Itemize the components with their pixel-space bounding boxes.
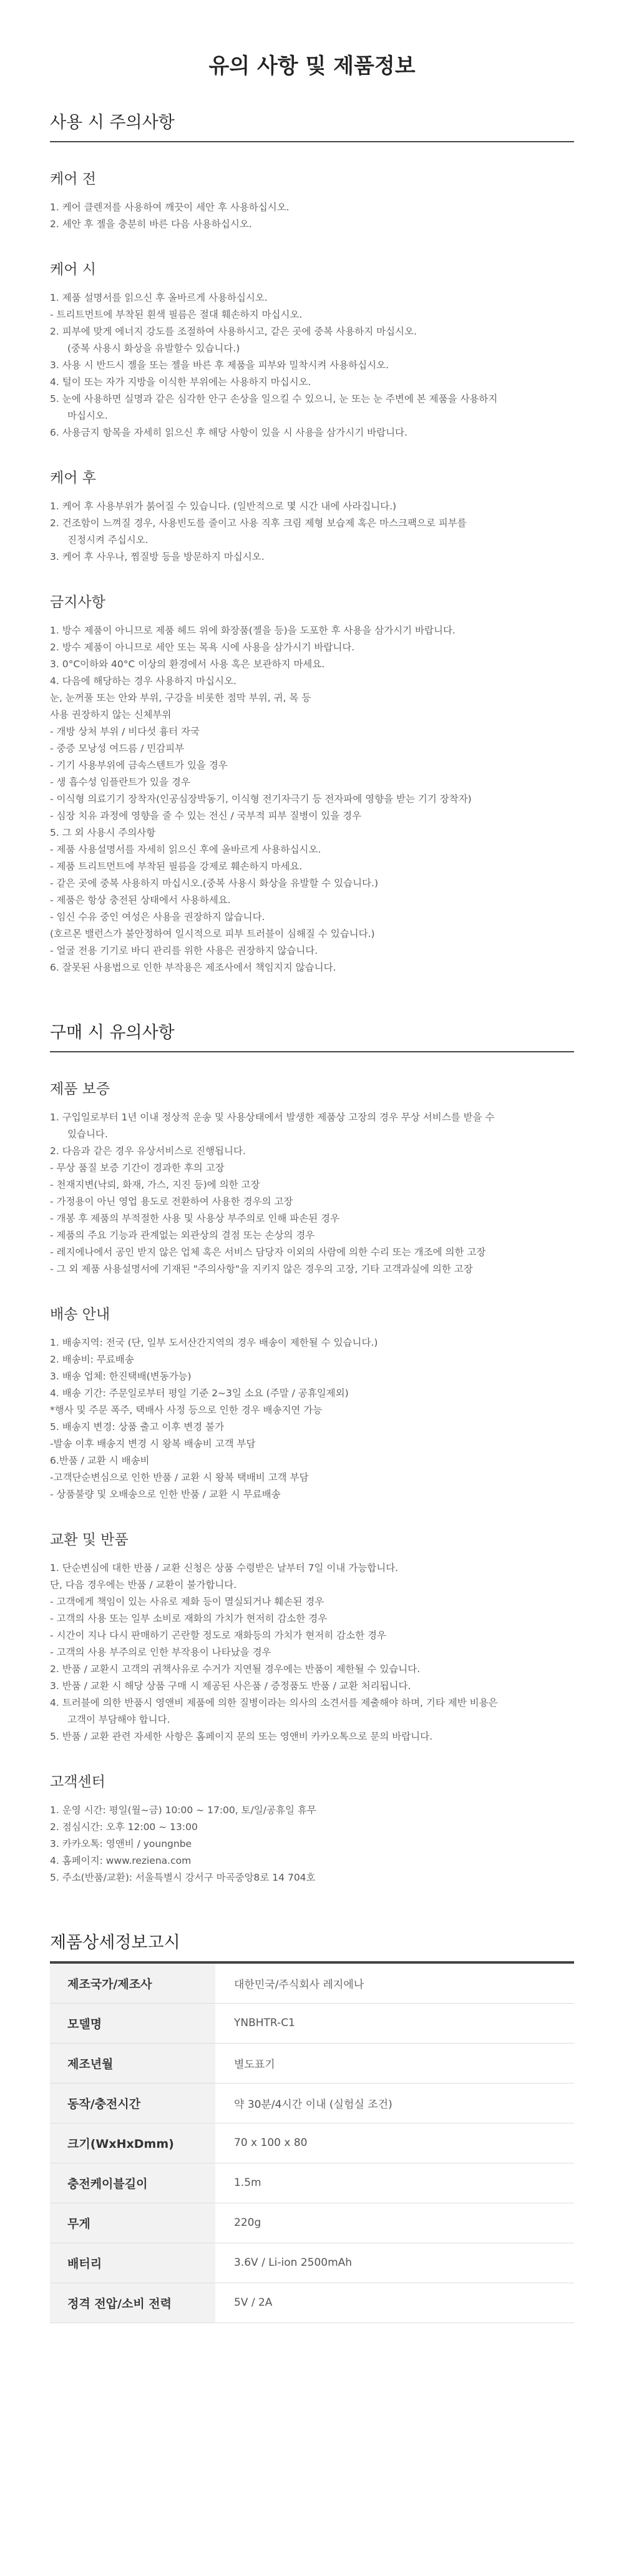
- list-item: -고객단순변심으로 인한 반품 / 교환 시 왕복 택배비 고객 부담: [50, 1472, 309, 1483]
- list-exchange: [50, 1560, 574, 1745]
- list-item: - 무상 품질 보증 기간이 경과한 후의 고장: [50, 1162, 225, 1173]
- list-item: 1. 케어 클렌저를 사용하여 깨끗이 세안 후 사용하십시오.: [50, 202, 290, 213]
- list-item: 진정시켜 주십시오.: [67, 534, 149, 546]
- page-title: 유의 사항 및 제품정보: [208, 54, 416, 79]
- list-item: - 천재지변(낙뢰, 화재, 가스, 지진 등)에 의한 고장: [50, 1179, 260, 1190]
- spec-value: 별도표기: [234, 2058, 275, 2071]
- list-item: 마십시오.: [67, 410, 108, 421]
- table-row: [50, 2123, 574, 2163]
- list-item: - 트리트먼트에 부착된 흰색 필름은 절대 훼손하지 마십시오.: [50, 309, 303, 320]
- list-item: 2. 방수 제품이 아니므로 세안 또는 목욕 시에 사용을 삼가시기 바랍니다.: [50, 642, 355, 653]
- list-item: 2. 배송비: 무료배송: [50, 1354, 134, 1365]
- list-item: 4. 다음에 해당하는 경우 사용하지 마십시오.: [50, 675, 236, 687]
- list-item: 2. 건조함이 느껴질 경우, 사용빈도를 줄이고 사용 직후 크림 제형 보습제 혹은 마스크팩으로 피부를: [50, 517, 467, 529]
- list-care-during: [50, 290, 574, 441]
- spec-label: 제조국가/제조사: [50, 1963, 215, 2003]
- list-item: - 그 외 제품 사용설명서에 기재된 "주의사항"을 지키지 않은 경우의 고장, 기타 고객과실에 의한 고장: [50, 1263, 473, 1275]
- subtitle-prohibited: 금지사항: [50, 594, 105, 610]
- subtitle-exchange: 교환 및 반품: [50, 1532, 129, 1548]
- list-item: 2. 피부에 맞게 에너지 강도를 조절하여 사용하시고, 같은 곳에 중복 사용하지 마십시오.: [50, 326, 417, 337]
- list-item: - 제품 트리트먼트에 부착된 필름을 강제로 훼손하지 마세요.: [50, 861, 303, 872]
- spec-label: 모델명: [50, 2003, 215, 2043]
- list-item: 1. 방수 제품이 아니므로 제품 헤드 위에 화장품(젤을 등)을 도포한 후 사용을 삼가시기 바랍니다.: [50, 625, 456, 636]
- list-item: 단, 다음 경우에는 반품 / 교환이 불가합니다.: [50, 1579, 237, 1590]
- section-title-usage: 사용 시 주의사항: [50, 104, 574, 142]
- list-item: - 가정용이 아닌 영업 용도로 전환하여 사용한 경우의 고장: [50, 1196, 293, 1207]
- list-item: (중복 사용시 화상을 유발할수 있습니다.): [67, 343, 240, 354]
- subtitle-customer-service: 고객센터: [50, 1774, 105, 1790]
- list-item: - 레지에나에서 공인 받지 않은 업체 혹은 서비스 담당자 이외의 사람에 의한 수리 또는 개조에 의한 고장: [50, 1246, 486, 1258]
- list-item: - 개봉 후 제품의 부적절한 사용 및 사용상 부주의로 인해 파손된 경우: [50, 1213, 340, 1224]
- list-item: - 기기 사용부위에 금속스텐트가 있을 경우: [50, 760, 228, 771]
- table-row: [50, 2283, 574, 2323]
- list-item: - 중증 모낭성 여드름 / 민감피부: [50, 743, 185, 754]
- list-item: 고객이 부담해야 합니다.: [67, 1714, 170, 1725]
- list-item: - 고객에게 책임이 있는 사유로 제화 등이 멸실되거나 훼손된 경우: [50, 1596, 324, 1607]
- list-item: 사용 권장하지 않는 신체부위: [50, 709, 172, 720]
- list-item: - 개방 상처 부위 / 비다섯 흉터 자국: [50, 726, 200, 737]
- spec-value: 70 x 100 x 80: [234, 2137, 308, 2149]
- list-item: - 얼굴 전용 기기로 바디 관리를 위한 사용은 권장하지 않습니다.: [50, 945, 318, 956]
- list-item: - 고객의 사용 부주의로 인한 부작용이 나타났을 경우: [50, 1647, 271, 1658]
- table-row: [50, 2203, 574, 2243]
- list-item: 4. 털이 또는 자가 지방을 이식한 부위에는 사용하지 마십시오.: [50, 376, 311, 388]
- spec-value: 220g: [234, 2216, 261, 2229]
- list-care-after: [50, 498, 574, 566]
- list-item: - 이식형 의료기기 장착자(인공심장박동기, 이식형 전기자극기 등 전자파에 영향을 받는 기기 장착자): [50, 793, 472, 805]
- list-item: 5. 눈에 사용하면 실명과 같은 심각한 안구 손상을 일으킬 수 있으니, 눈 또는 눈 주변에 본 제품을 사용하지: [50, 393, 498, 404]
- list-item: - 심장 치유 과정에 영향을 줄 수 있는 전신 / 국부적 피부 질병이 있을 경우: [50, 810, 362, 821]
- list-item: 있습니다.: [67, 1129, 108, 1140]
- list-item: 2. 세안 후 젤을 충분히 바른 다음 사용하십시오.: [50, 218, 252, 230]
- list-item: 3. 0°C이하와 40°C 이상의 환경에서 사용 혹은 보관하지 마세요.: [50, 659, 325, 670]
- spec-label: 배터리: [50, 2243, 215, 2283]
- list-item: 1. 구입일로부터 1년 이내 정상적 운송 및 사용상태에서 발생한 제품상 고장의 경우 무상 서비스를 받을 수: [50, 1112, 495, 1123]
- list-item: 1. 제품 설명서를 읽으신 후 올바르게 사용하십시오.: [50, 292, 268, 303]
- table-row: [50, 1963, 574, 2003]
- spec-label: 제조년월: [50, 2043, 215, 2083]
- table-row: [50, 2083, 574, 2123]
- spec-value: 대한민국/주식회사 레지에나: [234, 1978, 364, 1991]
- list-item: - 임신 수유 중인 여성은 사용을 권장하지 않습니다.: [50, 911, 265, 923]
- list-customer-service: [50, 1802, 574, 1886]
- subtitle-warranty: 제품 보증: [50, 1081, 110, 1097]
- list-item: 3. 사용 시 반드시 젤을 또는 젤을 바른 후 제품을 피부와 밀착시켜 사용하십시오.: [50, 360, 389, 371]
- spec-label: 크기(WxHxDmm): [50, 2123, 215, 2163]
- list-item: 6.반품 / 교환 시 배송비: [50, 1455, 150, 1466]
- list-item: 3. 반품 / 교환 시 해당 상품 구매 시 제공된 사은품 / 증정품도 반품 / 교환 처리됩니다.: [50, 1680, 411, 1692]
- list-item: -발송 이후 배송지 변경 시 왕복 배송비 고객 부담: [50, 1438, 256, 1449]
- subtitle-care-before: 케어 전: [50, 171, 96, 187]
- list-warranty: [50, 1109, 574, 1278]
- list-item: 3. 케어 후 사우나, 찜질방 등을 방문하지 마십시오.: [50, 551, 265, 562]
- list-item: - 상품불량 및 오배송으로 인한 반품 / 교환 시 무료배송: [50, 1489, 281, 1500]
- list-item: 4. 배송 기간: 주문일로부터 평일 기준 2~3일 소요 (주말 / 공휴일제외): [50, 1388, 349, 1399]
- list-item: - 시간이 지나 다시 판매하기 곤란할 정도로 재화등의 가치가 현저히 감소한 경우: [50, 1630, 386, 1641]
- list-item: 5. 주소(반품/교환): 서울특별시 강서구 마곡중앙8로 14 704호: [50, 1872, 316, 1883]
- list-care-before: [50, 199, 574, 233]
- list-prohibited: [50, 622, 574, 976]
- list-item: 6. 잘못된 사용법으로 인한 부작용은 제조사에서 책임지지 않습니다.: [50, 962, 336, 973]
- list-item: - 제품은 항상 충전된 상태에서 사용하세요.: [50, 894, 231, 906]
- list-item: 1. 케어 후 사용부위가 붉어질 수 있습니다. (일반적으로 몇 시간 내에 사라집니다.): [50, 501, 397, 512]
- list-item: 2. 반품 / 교환시 고객의 귀책사유로 수거가 지연될 경우에는 반품이 제한될 수 있습니다.: [50, 1663, 421, 1675]
- list-item: - 고객의 사용 또는 일부 소비로 재화의 가치가 현저히 감소한 경우: [50, 1613, 328, 1624]
- list-item: 5. 배송지 변경: 상품 출고 이후 변경 불가: [50, 1421, 225, 1432]
- list-item: 5. 그 외 사용시 주의사항: [50, 827, 156, 838]
- table-row: [50, 2163, 574, 2203]
- list-item: - 제품의 주요 기능과 관계없는 외관상의 결점 또는 손상의 경우: [50, 1230, 315, 1241]
- list-item: *행사 및 주문 폭주, 택배사 사정 등으로 인한 경우 배송지연 가능: [50, 1404, 323, 1416]
- table-row: [50, 2043, 574, 2083]
- list-item: - 생 흡수성 임플란트가 있을 경우: [50, 776, 190, 788]
- subtitle-shipping: 배송 안내: [50, 1306, 110, 1323]
- list-item: - 같은 곳에 중복 사용하지 마십시오.(중복 사용시 화상을 유발할 수 있습니다.): [50, 878, 379, 889]
- list-item: 1. 운영 시간: 평일(월~금) 10:00 ~ 17:00, 토/일/공휴일 휴무: [50, 1805, 316, 1816]
- list-item: 4. 트러블에 의한 반품시 영앤비 제품에 의한 질병이라는 의사의 소견서를 제출해야 하며, 기타 제반 비용은: [50, 1697, 498, 1708]
- list-item: 눈, 눈꺼풀 또는 안와 부위, 구강을 비롯한 점막 부위, 귀, 목 등: [50, 692, 311, 703]
- spec-value: 1.5m: [234, 2177, 261, 2189]
- spec-label: 무게: [50, 2203, 215, 2243]
- list-item: 1. 배송지역: 전국 (단, 일부 도서산간지역의 경우 배송이 제한될 수 있습니다.): [50, 1337, 378, 1348]
- list-item: 2. 점심시간: 오후 12:00 ~ 13:00: [50, 1821, 198, 1833]
- list-shipping: [50, 1335, 574, 1503]
- section-title-spec: 제품상세정보고시: [50, 1924, 574, 1962]
- list-item: 5. 반품 / 교환 관련 자세한 사항은 홈페이지 문의 또는 영앤비 카카오톡으로 문의 바랍니다.: [50, 1731, 433, 1742]
- spec-label: 동작/충전시간: [50, 2083, 215, 2123]
- spec-label: 충전케이블길이: [50, 2163, 215, 2203]
- list-item: 3. 카카오톡: 영앤비 / youngnbe: [50, 1838, 192, 1849]
- list-item: 4. 홈페이지: www.reziena.com: [50, 1855, 192, 1866]
- section-title-purchase: 구매 시 유의사항: [50, 1014, 574, 1052]
- list-item: 1. 단순변심에 대한 반품 / 교환 신청은 상품 수령받은 날부터 7일 이내 가능합니다.: [50, 1562, 399, 1574]
- list-item: - 제품 사용설명서를 자세히 읽으신 후에 올바르게 사용하십시오.: [50, 844, 321, 855]
- spec-value: 약 30분/4시간 이내 (실험실 조건): [234, 2098, 392, 2111]
- subtitle-care-during: 케어 시: [50, 262, 96, 278]
- table-row: [50, 2003, 574, 2043]
- list-item: 3. 배송 업체: 한진택배(변동가능): [50, 1371, 192, 1382]
- spec-value: YNBHTR-C1: [234, 2017, 295, 2029]
- spec-label: 정격 전압/소비 전력: [50, 2283, 215, 2323]
- spec-table: [50, 1962, 574, 2323]
- table-row: [50, 2243, 574, 2283]
- list-item: (호르몬 밸런스가 불안정하여 일시적으로 피부 트러블이 심해질 수 있습니다.): [50, 928, 375, 939]
- list-item: 2. 다음과 같은 경우 유상서비스로 진행됩니다.: [50, 1145, 246, 1157]
- spec-value: 3.6V / Li-ion 2500mAh: [234, 2256, 353, 2269]
- spec-value: 5V / 2A: [234, 2296, 273, 2309]
- list-item: 6. 사용금지 항목을 자세히 읽으신 후 해당 사항이 있을 시 사용을 삼가시기 바랍니다.: [50, 427, 407, 438]
- subtitle-care-after: 케어 후: [50, 470, 96, 486]
